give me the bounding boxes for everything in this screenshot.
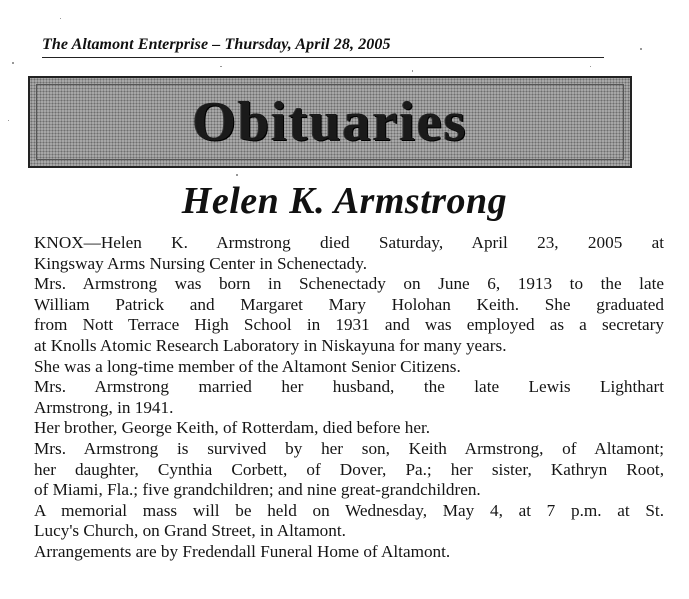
scan-speck	[60, 18, 61, 19]
body-line: Kingsway Arms Nursing Center in Schenectady.	[34, 253, 368, 273]
body-line: A memorial mass will be held on Wednesday, May 4, at 7 p.m. at St.	[34, 500, 664, 520]
body-line: from Nott Terrace High School in 1931 and was employed as a secretary	[34, 315, 664, 335]
scan-speck	[412, 70, 413, 72]
body-line: Armstrong, in 1941.	[34, 397, 174, 417]
body-line: Lucy's Church, on Grand Street, in Altamont.	[34, 521, 346, 541]
body-line: at Knolls Atomic Research Laboratory in Niskayuna for many years.	[34, 335, 507, 355]
section-banner	[28, 76, 632, 168]
obituary-body	[34, 233, 664, 563]
body-line: of Miami, Fla.; five grandchildren; and nine great-grandchildren.	[34, 480, 481, 500]
body-line: Mrs. Armstrong is survived by her son, Keith Armstrong, of Altamont;	[34, 438, 664, 458]
masthead: The Altamont Enterprise – Thursday, April 28, 2005	[42, 36, 391, 53]
scan-speck	[12, 62, 14, 64]
body-line: Mrs. Armstrong married her husband, the late Lewis Lighthart	[34, 377, 664, 397]
body-line: Mrs. Armstrong was born in Schenectady on June 6, 1913 to the late	[34, 274, 664, 294]
body-line: her daughter, Cynthia Corbett, of Dover, Pa.; her sister, Kathryn Root,	[34, 459, 664, 479]
masthead-rule	[42, 57, 604, 58]
scan-speck	[220, 66, 222, 67]
body-line: Her brother, George Keith, of Rotterdam, died before her.	[34, 418, 431, 438]
body-line: William Patrick and Margaret Mary Holohan Keith. She graduated	[34, 294, 664, 314]
scan-speck	[236, 174, 238, 176]
body-line: Arrangements are by Fredendall Funeral Home of Altamont.	[34, 541, 451, 561]
obituary-name-headline: Helen K. Armstrong	[181, 180, 508, 222]
body-line: KNOX—Helen K. Armstrong died Saturday, April 23, 2005 at	[34, 233, 664, 252]
scan-speck	[590, 66, 591, 67]
scan-speck	[640, 48, 642, 50]
scan-speck	[8, 120, 9, 121]
section-title: Obituaries	[192, 91, 468, 153]
body-line: She was a long-time member of the Altamont Senior Citizens.	[34, 356, 461, 376]
